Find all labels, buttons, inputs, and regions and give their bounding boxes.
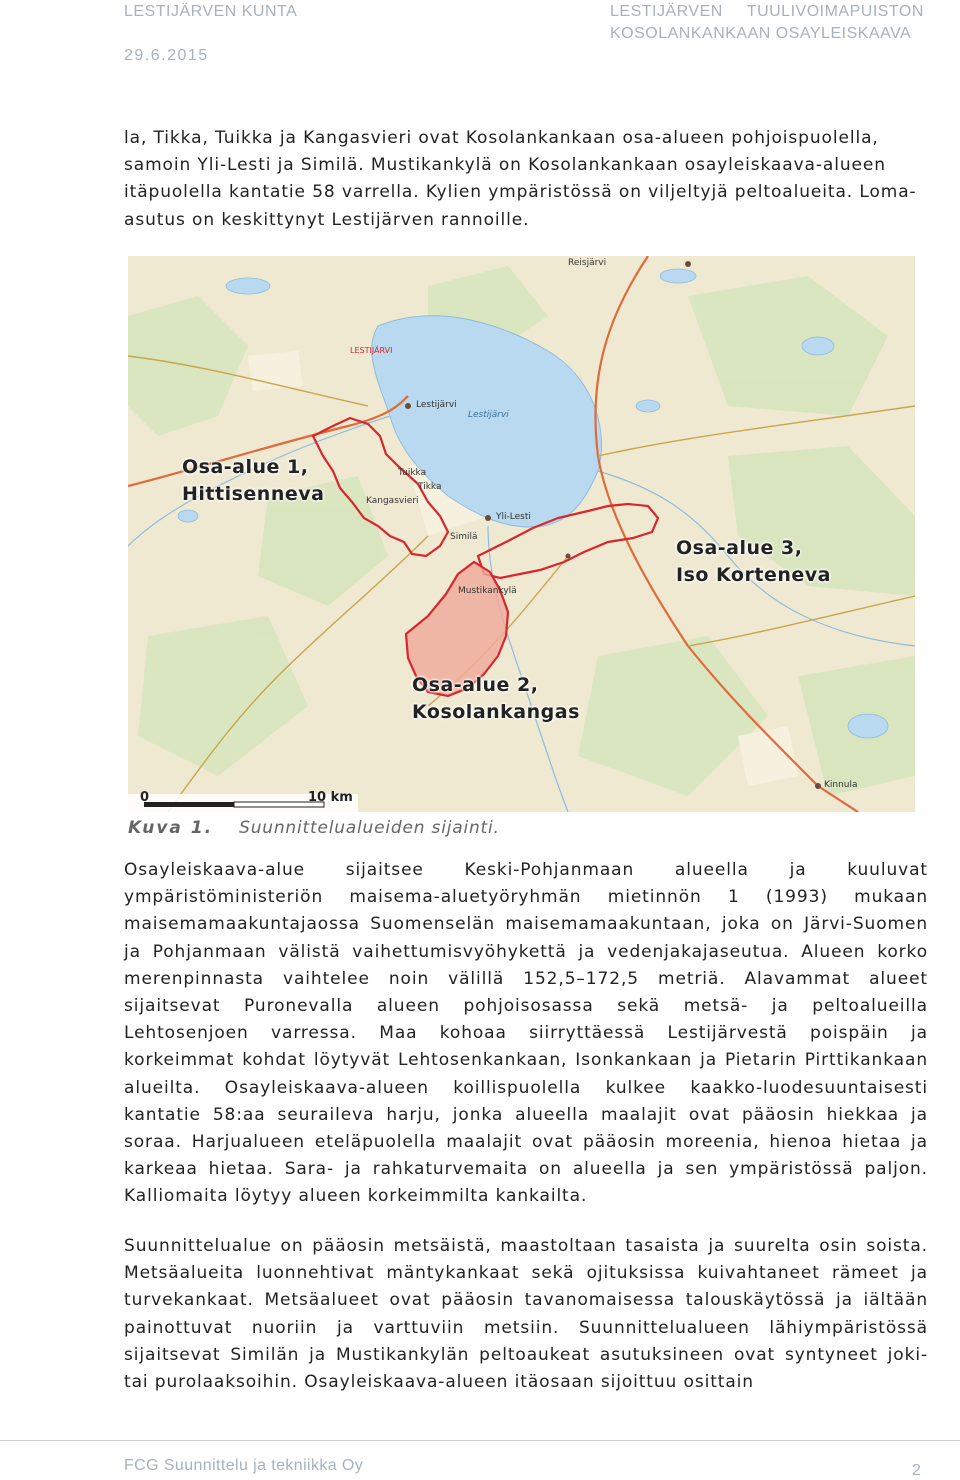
body-paragraph-2: Suunnittelualue on pääosin metsäistä, maastoltaan tasaista ja suurelta osin soista. Metsäalueita luonnehtivat mäntykankaat sekä ojituksissa kuivahtaneet rämeet ja turvekankaat. Metsäalueet ovat pääosin tavanomaisessa talouskäytössä ja iältään painottuvat nuoriin ja varttuviin metsiin. Suunnittelualueen lähiympäristössä sijaitsevat Similän ja Mustikankylän peltoaukeat asutuksineen ovat syntyneet joki- tai purolaaksoihin. Osayleiskaava-alueen itäosaan sijoittuu osittain <box>124 1236 928 1393</box>
map-label-area3 <box>676 535 831 589</box>
location-map <box>128 256 915 812</box>
place-tuikka: Tuikka <box>398 468 427 478</box>
header-project-line2: KOSOLANKANKAAN OSAYLEISKAAVA <box>610 25 912 42</box>
map-graphic <box>128 256 915 812</box>
place-tikka: Tikka <box>418 482 442 492</box>
place-lestijarvi-region: LESTIJÄRVI <box>350 346 393 355</box>
map-label-area2 <box>412 672 580 726</box>
place-kangasvieri: Kangasvieri <box>366 496 419 506</box>
header-project-type: TUULIVOIMAPUISTON <box>746 3 924 20</box>
footer-company: FCG Suunnittelu ja tekniikka Oy <box>124 1457 364 1474</box>
intro-paragraph: la, Tikka, Tuikka ja Kangasvieri ovat Kosolankankaan osa-alueen pohjoispuolella, samoin Yli-Lesti ja Similä. Mustikankylä on Kosolankankaan osayleiskaava-alueen itäpuolella kantatie 58 varrella. Kylien ympäristössä on viljeltyjä peltoalueita. Loma-asutus on keskittynyt Lestijärven rannoille. <box>124 128 917 230</box>
page-number: 2 <box>912 1462 921 1479</box>
caption-number: Kuva 1. <box>128 818 214 838</box>
footer-divider <box>0 1440 960 1441</box>
map-label-area1 <box>182 454 324 508</box>
body-paragraph-1: Osayleiskaava-alue sijaitsee Keski-Pohjanmaan alueella ja kuuluvat ympäristöministeriön maisema-aluetyöryhmän mietinnön 1 (1993) mukaan maisemamaakuntajaossa Suomenselän maisemamaakuntaan, joka on Järvi-Suomen ja Pohjanmaan välistä vaihettumisvyöhykettä ja vedenjakajaseutua. Alueen korko merenpinnasta vaihtelee noin välillä 152,5–172,5 metriä. Alavammat alueet sijaitsevat Puronevalla alueen pohjoisosassa sekä metsä- ja peltoalueilla Lehtosenjoen varressa. Maa kohoaa siirryttäessä Lestijärvestä poispäin ja korkeimmat kohdat löytyvät Lehtosenkankaan, Isonkankaan ja Pietarin Pirttikankaan alueilta. Osayleiskaava-alueen koillispuolella kulkee kaakko-luodesuuntaisesti kantatie 58:aa seuraileva harju, jonka alueella maalajit ovat pääosin hiekkaa ja soraa. Harjualueen eteläpuolella maalajit ovat pääosin moreenia, hienoa hietaa ja karkeaa hietaa. Sara- ja rahkaturvemaita on alueella ja sen ympäristössä paljon. Kalliomaita löytyy alueen korkeimmilta kankailta. <box>124 860 928 1207</box>
place-simila: Similä <box>450 532 478 542</box>
place-reisjarvi: Reisjärvi <box>568 258 607 268</box>
header-project-name: LESTIJÄRVEN <box>610 3 723 20</box>
place-lestijarvi-lake: Lestijärvi <box>468 410 509 420</box>
map-label-area2-line1: Osa-alue 2, <box>412 674 539 696</box>
place-lestijarvi-town: Lestijärvi <box>416 400 457 410</box>
place-kinnula: Kinnula <box>824 780 858 790</box>
map-label-area2-line2: Kosolankangas <box>412 701 580 723</box>
map-label-area3-line1: Osa-alue 3, <box>676 537 803 559</box>
caption-text: Suunnittelualueiden sijainti. <box>239 818 500 838</box>
header-project-line1 <box>610 3 924 21</box>
figure-caption <box>128 818 500 838</box>
place-ylilesti: Yli-Lesti <box>496 512 531 522</box>
map-label-area1-line1: Osa-alue 1, <box>182 456 309 478</box>
place-mustikankyla: Mustikankylä <box>458 586 517 596</box>
header-date: 29.6.2015 <box>124 47 209 64</box>
map-label-area3-line2: Iso Korteneva <box>676 564 831 586</box>
scale-end-label: 10 km <box>308 790 353 805</box>
scale-start-label: 0 <box>140 790 150 805</box>
map-label-area1-line2: Hittisenneva <box>182 483 325 505</box>
header-org: LESTIJÄRVEN KUNTA <box>124 3 298 20</box>
